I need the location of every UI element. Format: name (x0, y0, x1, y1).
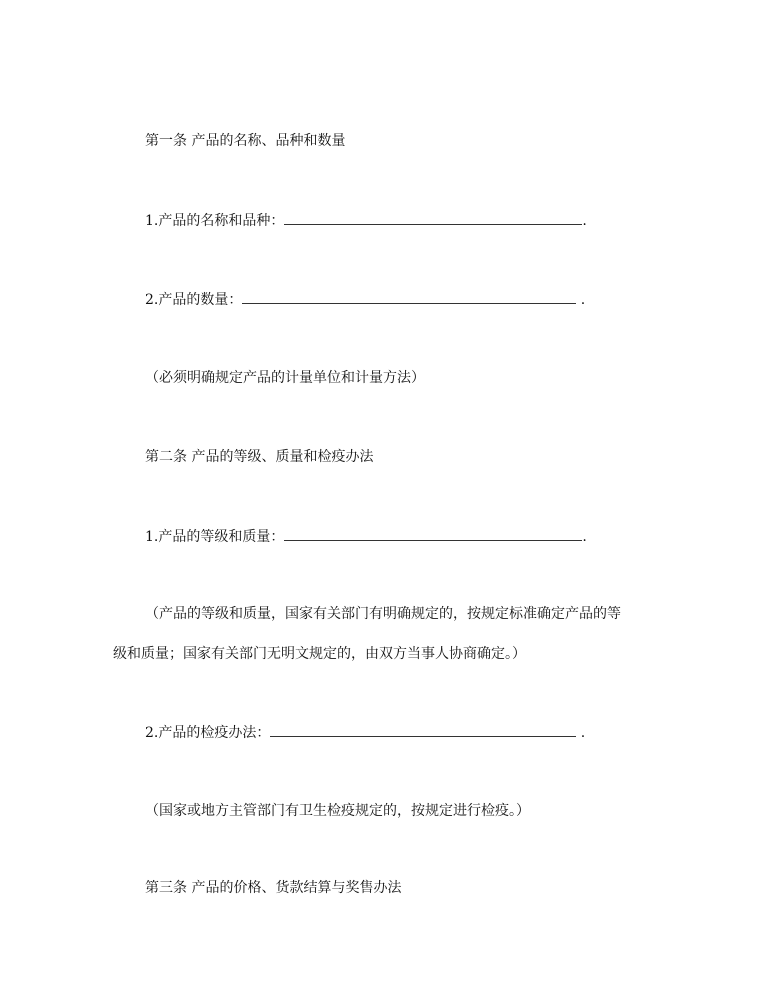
article-2-note-2: （国家或地方主管部门有卫生检疫规定的，按规定进行检疫。） (145, 803, 530, 819)
article-3-title: 第三条 产品的价格、货款结算与奖售办法 (145, 880, 402, 896)
quarantine-method-blank[interactable] (270, 723, 576, 737)
product-name-blank[interactable] (284, 211, 582, 225)
product-name-label: 1.产品的名称和品种： (145, 213, 285, 229)
grade-quality-label: 1.产品的等级和质量： (145, 529, 285, 545)
article-2-note-1-line-2: 级和质量；国家有关部门无明文规定的，由双方当事人协商确定。） (113, 646, 526, 662)
quarantine-method-label: 2.产品的检疫办法： (145, 725, 271, 741)
article-2-item-2 (145, 723, 585, 742)
period: . (582, 213, 587, 229)
product-quantity-label: 2.产品的数量： (145, 292, 243, 308)
article-2-item-1 (145, 527, 587, 546)
period: . (582, 529, 587, 545)
article-1-item-2 (145, 290, 585, 309)
article-1-item-1 (145, 211, 587, 230)
grade-quality-blank[interactable] (284, 527, 582, 541)
article-2-note-1-line-1: （产品的等级和质量，国家有关部门有明确规定的，按规定标准确定产品的等 (145, 606, 621, 622)
article-2-title: 第二条 产品的等级、质量和检疫办法 (145, 449, 374, 465)
article-1-note: （必须明确规定产品的计量单位和计量方法） (145, 370, 425, 386)
article-1-title: 第一条 产品的名称、品种和数量 (145, 133, 346, 149)
period: . (576, 292, 586, 308)
product-quantity-blank[interactable] (242, 290, 576, 304)
period: . (576, 725, 586, 741)
